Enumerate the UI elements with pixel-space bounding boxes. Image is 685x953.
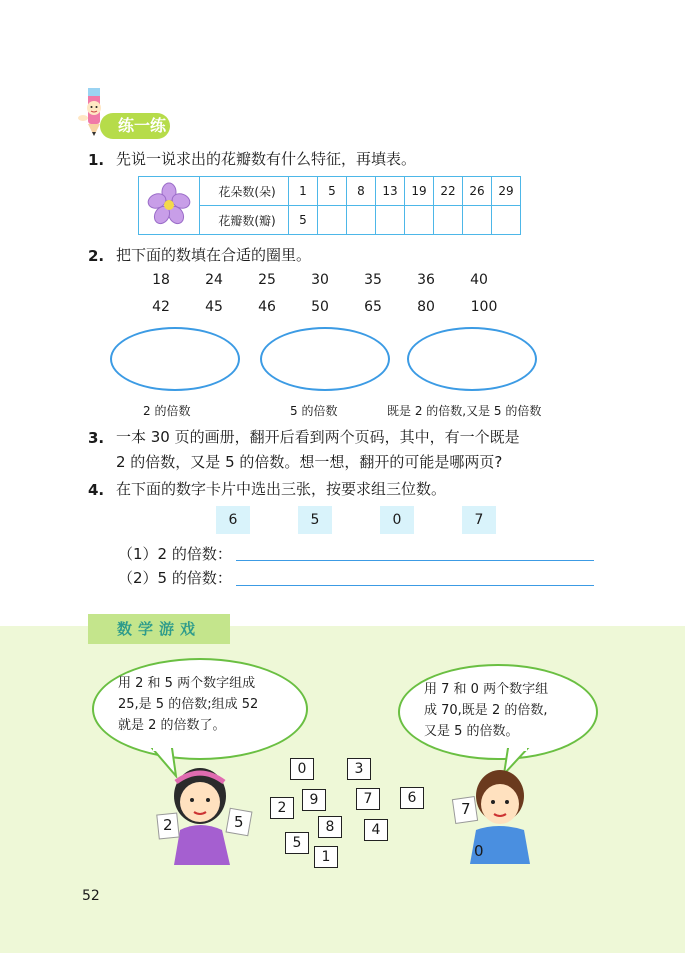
digit-card[interactable]: 0: [380, 506, 414, 534]
petal-count-cell: 5: [289, 206, 318, 235]
girl-text-line3: 就是 2 的倍数了。: [118, 718, 226, 733]
circle-label-both: 既是 2 的倍数,又是 5 的倍数: [387, 404, 542, 418]
multiples-of-2-circle[interactable]: [110, 327, 240, 391]
petal-count-cell[interactable]: [492, 206, 521, 235]
math-game-title: 数学游戏: [88, 614, 230, 644]
q3-line1: 一本 30 页的画册，翻开后看到两个页码，其中，有一个既是: [116, 428, 520, 446]
petal-count-cell[interactable]: [405, 206, 434, 235]
row-label-flowers: 花朵数(朵): [200, 177, 289, 206]
number-item: 65: [364, 299, 382, 315]
row-label-petals: 花瓣数(瓣): [200, 206, 289, 235]
game-tile[interactable]: 3: [347, 758, 371, 780]
q4-number: 4.: [88, 481, 105, 499]
flower-count-cell: 5: [318, 177, 347, 206]
q2-text: 把下面的数填在合适的圈里。: [116, 246, 312, 264]
number-item: 50: [311, 299, 329, 315]
game-tile[interactable]: 7: [356, 788, 380, 810]
game-tile[interactable]: 4: [364, 819, 388, 841]
flower-count-cell: 1: [289, 177, 318, 206]
number-item: 100: [470, 299, 498, 315]
q1-number: 1.: [88, 151, 105, 169]
girl-text-line1: 用 2 和 5 两个数字组成: [118, 676, 256, 691]
flower-count-cell: 26: [463, 177, 492, 206]
flower-count-cell: 29: [492, 177, 521, 206]
number-item: 42: [152, 299, 170, 315]
petal-count-cell[interactable]: [347, 206, 376, 235]
girl-card-2: 2: [163, 816, 173, 834]
flower-count-cell: 13: [376, 177, 405, 206]
game-tile[interactable]: 2: [270, 797, 294, 819]
circle-label-2: 2 的倍数: [143, 404, 191, 418]
page-number: 52: [82, 888, 100, 904]
boy-text-line2: 成 70,既是 2 的倍数,: [424, 703, 548, 718]
q2-number: 2.: [88, 247, 105, 265]
game-tile[interactable]: 8: [318, 816, 342, 838]
game-tile[interactable]: 0: [290, 758, 314, 780]
flower-image-cell: [139, 177, 200, 235]
boy-text-line1: 用 7 和 0 两个数字组: [424, 682, 549, 697]
q4-text: 在下面的数字卡片中选出三张，按要求组三位数。: [116, 480, 447, 498]
number-item: 35: [364, 272, 382, 288]
digit-card[interactable]: 5: [298, 506, 332, 534]
number-item: 45: [205, 299, 223, 315]
petal-count-cell[interactable]: [318, 206, 347, 235]
boy-card-7: 7: [461, 800, 471, 818]
number-item: 46: [258, 299, 276, 315]
flower-count-cell: 22: [434, 177, 463, 206]
multiples-of-5-circle[interactable]: [260, 327, 390, 391]
petal-count-cell[interactable]: [434, 206, 463, 235]
flower-count-cell: 19: [405, 177, 434, 206]
boy-card-0: 0: [474, 842, 484, 860]
q3-line2: 2 的倍数，又是 5 的倍数。想一想，翻开的可能是哪两页?: [116, 453, 503, 471]
number-item: 80: [417, 299, 435, 315]
circle-label-5: 5 的倍数: [290, 404, 338, 418]
number-item: 40: [470, 272, 488, 288]
math-game-panel: [0, 626, 685, 953]
number-item: 25: [258, 272, 276, 288]
number-item: 36: [417, 272, 435, 288]
section-badge: 练一练: [100, 113, 170, 139]
answer-line-2[interactable]: [236, 585, 594, 586]
flower-table: [138, 176, 521, 235]
petal-count-cell[interactable]: [463, 206, 492, 235]
q4-sub2: （2）5 的倍数：: [118, 569, 232, 587]
girl-text-line2: 25,是 5 的倍数;组成 52: [118, 697, 259, 712]
flower-count-cell: 8: [347, 177, 376, 206]
game-tile[interactable]: 9: [302, 789, 326, 811]
digit-card[interactable]: 7: [462, 506, 496, 534]
game-tile[interactable]: 5: [285, 832, 309, 854]
flower-icon: [146, 181, 192, 227]
game-tile[interactable]: 6: [400, 787, 424, 809]
number-item: 24: [205, 272, 223, 288]
petal-count-cell[interactable]: [376, 206, 405, 235]
q1-text: 先说一说求出的花瓣数有什么特征，再填表。: [116, 150, 417, 168]
number-item: 30: [311, 272, 329, 288]
multiples-of-both-circle[interactable]: [407, 327, 537, 391]
game-tile[interactable]: 1: [314, 846, 338, 868]
q3-number: 3.: [88, 429, 105, 447]
number-item: 18: [152, 272, 170, 288]
digit-card[interactable]: 6: [216, 506, 250, 534]
answer-line-1[interactable]: [236, 560, 594, 561]
q4-sub1: （1）2 的倍数：: [118, 545, 232, 563]
girl-card-5: 5: [234, 813, 244, 831]
boy-text-line3: 又是 5 的倍数。: [424, 724, 519, 739]
